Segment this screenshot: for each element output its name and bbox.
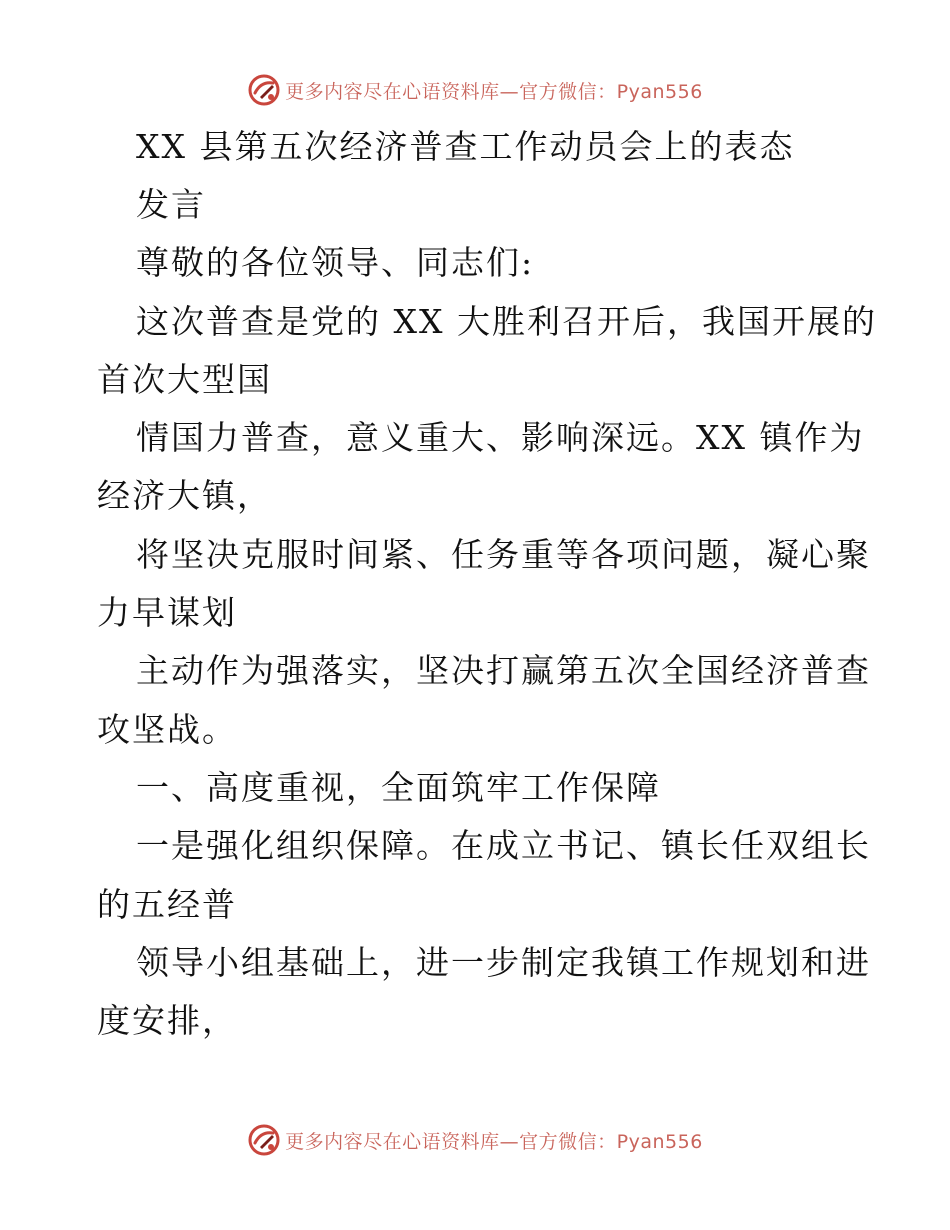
red-swirl-pen-logo-icon — [247, 1123, 281, 1157]
watermark-text: 更多内容尽在心语资料库—官方微信：Pyan556 — [285, 80, 703, 103]
paragraph-line: 度安排， — [97, 1001, 237, 1040]
paragraph-line: 情国力普查，意义重大、影响深远。XX 镇作为 — [136, 418, 865, 457]
paragraph-line: 将坚决克服时间紧、任务重等各项问题，凝心聚 — [136, 535, 871, 574]
paragraph-line: 经济大镇， — [97, 476, 272, 515]
salutation: 尊敬的各位领导、同志们: — [136, 243, 535, 282]
watermark-banner-bottom — [0, 1120, 950, 1160]
red-swirl-pen-logo-icon — [247, 73, 281, 107]
paragraph-line: 一是强化组织保障。在成立书记、镇长任双组长 — [136, 826, 871, 865]
watermark-banner-top — [0, 70, 950, 110]
paragraph-line: 的五经普 — [97, 885, 237, 924]
doc-title-line-2: 发言 — [136, 185, 206, 224]
paragraph-line: 主动作为强落实，坚决打赢第五次全国经济普查 — [136, 651, 871, 690]
paragraph-line: 首次大型国 — [97, 360, 272, 399]
watermark-text: 更多内容尽在心语资料库—官方微信：Pyan556 — [285, 1130, 703, 1153]
doc-title-line-1: XX 县第五次经济普查工作动员会上的表态 — [136, 127, 795, 166]
paragraph-line: 这次普查是党的 XX 大胜利召开后，我国开展的 — [136, 302, 877, 341]
paragraph-line: 力早谋划 — [97, 593, 237, 632]
paragraph-line: 攻坚战。 — [97, 710, 237, 749]
paragraph-line: 领导小组基础上，进一步制定我镇工作规划和进 — [136, 943, 871, 982]
section-heading: 一、高度重视，全面筑牢工作保障 — [136, 768, 661, 807]
